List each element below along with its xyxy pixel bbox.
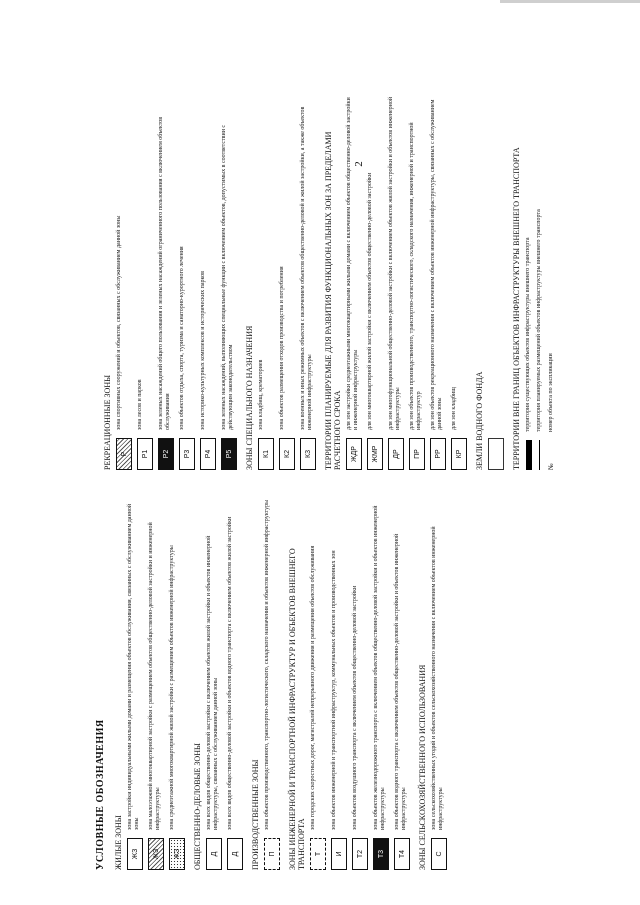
line-legend [525, 95, 555, 470]
zone-code-swatch: ЖЗ [127, 838, 143, 870]
legend-item [373, 495, 389, 870]
section-heading: ТЕРРИТОРИИ ВНЕ ГРАНИЦ ОБЪЕКТОВ ИНФРАСТРУКТУРЫ ВНЕШНЕГО ТРАНСПОРТА [512, 147, 521, 470]
zone-code-swatch: С [431, 838, 447, 870]
legend-item [158, 95, 174, 470]
section-heading: ЖИЛЫЕ ЗОНЫ [114, 815, 123, 870]
legend-item [310, 495, 326, 870]
zone-description: зона объектов водного транспорта с включением объектов общественно-деловой застройки и объектов инженерной инфраструктуры [394, 533, 408, 830]
zone-description: для зон объектов производственного, транспортно-логистического, складского назначения, инженерной и транспортной инфраструктур [409, 122, 423, 430]
legend-item [430, 95, 446, 470]
legend-item [488, 95, 504, 470]
line-description: номер объекта по экспликации [547, 353, 554, 432]
zone-code-swatch: К2 [279, 438, 295, 470]
zone-code-swatch: Р2 [158, 438, 174, 470]
legend-item [388, 95, 404, 470]
zone-description: зона объектов отдыха, спорта, туризма и санаторно-курортного лечения [179, 246, 185, 430]
zone-description: для зон многофункциональной общественно-деловой застройки с включением объектов жилой застройки и объектов инженерной инфраструктуры [388, 96, 402, 430]
zone-code-swatch: ПР [409, 438, 425, 470]
zone-code-swatch: Д [206, 838, 222, 870]
zone-description: зона объектов производственного, транспортно-логистического, складского назначения и объектов инженерной инфраструктуры [264, 499, 270, 830]
zone-description: для зон застройки среднеэтажными многоквартирными жилыми домами с включением объектов общественно-деловой застройки и инженерной инфраструктуры [346, 97, 360, 430]
legend-item [367, 95, 383, 470]
zone-description: зона зеленых насаждений, выполняющих специальные функции с включением объектов, допустимых в соответствии с действующим законодательством [221, 124, 235, 430]
zone-code-swatch: ЖМР [367, 438, 383, 470]
legend-item [300, 95, 316, 470]
zone-description: для зон кладбищ [451, 387, 457, 430]
zone-description: зона среднеэтажной многоквартирной жилой застройки с размещением объектов инженерной инфраструктуры [169, 545, 175, 830]
section-heading: ОБЩЕСТВЕННО-ДЕЛОВЫЕ ЗОНЫ [193, 743, 202, 870]
zone-code-swatch: ЖЗ [169, 838, 185, 870]
legend-item [451, 95, 467, 470]
zone-description: зона объектов размещения отходов производства и потребления [279, 266, 285, 430]
zone-description: зона объектов инженерной и транспортной инфраструктур, коммунальных объектов и производственных зон [331, 550, 337, 830]
zone-code-swatch: К3 [300, 438, 316, 470]
line-description: территория существующих объектов инфраструктуры внешнего транспорта [525, 237, 531, 432]
legend-item [169, 495, 185, 870]
zone-description: зона кладбищ, крематориев [258, 359, 264, 430]
zone-description: зона спортивных сооружений и объектов, связанных с обслуживанием данной зоны [116, 215, 122, 430]
line-legend-item [547, 95, 555, 470]
zone-description: для зон объектов рекреационного назначения с включением объектов инженерной инфраструктуры, связанных с обслуживанием данной зоны [430, 99, 444, 430]
zone-description: зона малоэтажной многоквартирной застройки с размещением объектов общественно-деловой застройки и инженерной инфраструктуры [148, 522, 162, 830]
legend-item [206, 495, 222, 870]
zone-code-swatch: Т3 [373, 838, 389, 870]
zone-code-swatch: РР [430, 438, 446, 470]
legend-left-column [95, 495, 515, 870]
zone-description: для зон многоквартирной жилой застройки с включением объектов общественно-деловой застройки [367, 172, 373, 430]
line-legend-item [536, 95, 543, 470]
right-sections [103, 95, 521, 470]
section-heading: ЗОНЫ СПЕЦИАЛЬНОГО НАЗНАЧЕНИЯ [245, 325, 254, 470]
zone-code-swatch [488, 438, 504, 470]
zone-description: зона сельскохозяйственных угодий и объектов сельскохозяйственного назначения с включением объектов инженерной инфраструктуры [431, 526, 445, 830]
zone-description: зона застройки индивидуальными жилыми домами и размещения объектов обслуживания, связанных с обслуживанием данной зоны [127, 503, 141, 830]
zone-description: зона историко-культурных комплексов и исторических парков [200, 271, 206, 430]
zone-code-swatch: Р [116, 438, 132, 470]
zone-code-swatch: И [331, 838, 347, 870]
zone-code-swatch: Д [227, 838, 243, 870]
zone-description: зона зеленых насаждений общего пользования и зеленых насаждений ограниченного пользования с включением объектов обслуживания [158, 116, 172, 430]
zone-description: зона всех видов общественно-деловой застройки с включением объектов жилой застройки и объектов инженерной инфраструктуры, связанных с обслуживанием данной зоны [206, 535, 220, 830]
section-heading: ЗОНЫ ИНЖЕНЕРНОЙ И ТРАНСПОРТНОЙ ИНФРАСТРУКТУР И ОБЪЕКТОВ ВНЕШНЕГО ТРАНСПОРТА [288, 548, 306, 870]
line-description: территория планируемых размещений объектов инфраструктуры внешнего транспорта [536, 209, 542, 432]
legend-item [148, 495, 164, 870]
section-heading: ЗЕМЛИ ВОДНОГО ФОНДА [475, 371, 484, 470]
legend-item [279, 95, 295, 470]
line-swatch [539, 440, 540, 470]
zone-description: зона лесов и парков [137, 379, 143, 430]
zone-description: зона всех видов общественно-деловой застройки и объектов водного транспорта с включением объектов жилой застройки [227, 516, 233, 830]
legend-item [227, 495, 243, 870]
legend-item [258, 95, 274, 470]
legend-title: УСЛОВНЫЕ ОБОЗНАЧЕНИЯ [95, 719, 106, 870]
legend-item [116, 95, 132, 470]
legend-sheet [95, 90, 555, 870]
section-heading: ПРОИЗВОДСТВЕННЫЕ ЗОНЫ [251, 759, 260, 870]
legend-item [352, 495, 368, 870]
legend-item [137, 95, 153, 470]
zone-code-swatch: Р1 [137, 438, 153, 470]
zone-code-swatch: Р4 [200, 438, 216, 470]
zone-code-swatch: К1 [258, 438, 274, 470]
zone-description: зона военных и иных режимных объектов с включением объектов общественно-деловой и жилой застройки, а также объектов инженерной инфраструктуры [300, 106, 314, 430]
zone-code-swatch: Р5 [221, 438, 237, 470]
legend-item [221, 95, 237, 470]
section-heading: ТЕРРИТОРИИ ПЛАНИРУЕМЫЕ ДЛЯ РАЗВИТИЯ ФУНКЦИОНАЛЬНЫХ ЗОН ЗА ПРЕДЕЛАМИ РАСЧЕТНОГО СРОКА [324, 131, 342, 470]
zone-code-swatch: ЖЗ [148, 838, 164, 870]
section-heading: РЕКРЕАЦИОННЫЕ ЗОНЫ [103, 374, 112, 470]
section-heading: ЗОНЫ СЕЛЬСКОХОЗЯЙСТВЕННОГО ИСПОЛЬЗОВАНИЯ [418, 664, 427, 870]
zone-code-swatch: Т [310, 838, 326, 870]
legend-item [431, 495, 447, 870]
page-number: 2 [352, 161, 365, 167]
left-sections [114, 495, 447, 870]
legend-item [394, 495, 410, 870]
zone-code-swatch: П [264, 838, 280, 870]
zone-code-swatch: Т4 [394, 838, 410, 870]
line-swatch: № [547, 463, 555, 470]
zone-code-swatch: ДР [388, 438, 404, 470]
legend-item [346, 95, 362, 470]
zone-code-swatch: Т2 [352, 838, 368, 870]
zone-description: зона городских скоростных дорог, магистралей непрерывного движения и размещения объектов обслуживания [310, 545, 316, 830]
zone-code-swatch: Р3 [179, 438, 195, 470]
zone-description: зона объектов воздушного транспорта с включением объектов общественно-деловой застройки [352, 585, 358, 830]
zone-description: зона объектов железнодорожного транспорта с включением объектов общественно-деловой застройки и объектов инженерной инфраструктуры [373, 505, 387, 830]
legend-right-column [95, 95, 555, 470]
legend-item [200, 95, 216, 470]
line-swatch [526, 440, 532, 470]
top-edge-bar [500, 0, 640, 3]
legend-item [331, 495, 347, 870]
zone-code-swatch: КР [451, 438, 467, 470]
legend-item [179, 95, 195, 470]
legend-item [127, 495, 143, 870]
legend-item [264, 495, 280, 870]
zone-code-swatch: ЖДР [346, 438, 362, 470]
legend-item [409, 95, 425, 470]
line-legend-item [525, 95, 532, 470]
